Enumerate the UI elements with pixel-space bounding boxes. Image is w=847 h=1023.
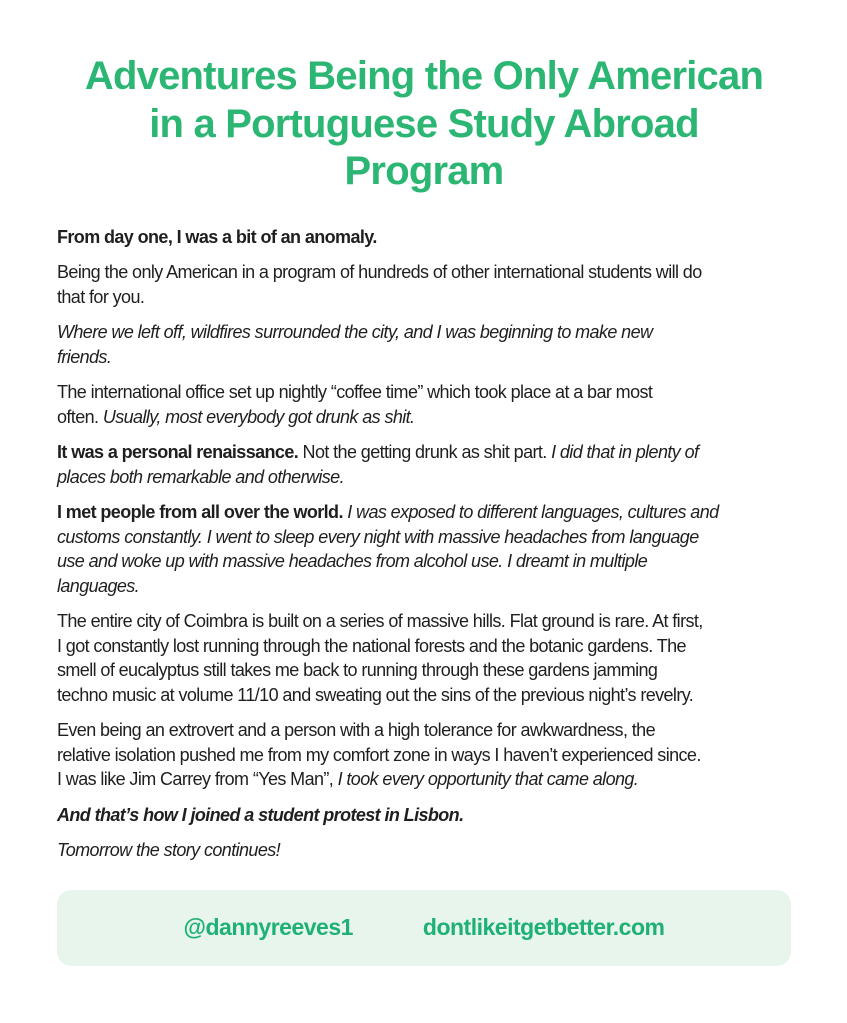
text-line bbox=[57, 260, 791, 285]
paragraph-7 bbox=[57, 609, 791, 707]
text-run: The entire city of Coimbra is built on a series of massive hills. Flat ground is rare. At first, bbox=[57, 611, 703, 631]
text-run: From day one, I was a bit of an anomaly. bbox=[57, 226, 377, 247]
social-handle: @dannyreeves1 bbox=[183, 914, 353, 940]
text-run: techno music at volume 11/10 and sweating out the sins of the previous night’s revelry. bbox=[57, 684, 694, 705]
text-run: I took every opportunity that came along. bbox=[337, 769, 639, 789]
text-line bbox=[57, 320, 791, 345]
text-run: And that’s how I joined a student protest in Lisbon. bbox=[57, 804, 464, 825]
page-title bbox=[57, 53, 791, 196]
text-run: I was exposed to different languages, cultures and bbox=[342, 502, 719, 522]
text-run: smell of eucalyptus still takes me back to running through these gardens jamming bbox=[57, 660, 658, 680]
text-line bbox=[57, 465, 791, 490]
text-run: often. bbox=[57, 406, 103, 427]
text-line bbox=[57, 525, 791, 550]
paragraph-10 bbox=[57, 838, 791, 863]
text-line bbox=[57, 803, 791, 828]
text-line bbox=[57, 549, 791, 574]
text-line bbox=[57, 743, 791, 768]
page-title-line: Adventures Being the Only American bbox=[84, 54, 764, 98]
text-line bbox=[57, 500, 791, 525]
text-line bbox=[57, 838, 791, 863]
text-run: I got constantly lost running through the national forests and the botanic gardens. The bbox=[57, 635, 686, 656]
paragraph-4 bbox=[57, 380, 791, 429]
text-run: I met people from all over the world. bbox=[57, 502, 343, 522]
text-line bbox=[57, 285, 791, 310]
paragraph-1 bbox=[57, 225, 791, 250]
website-url: dontlikeitgetbetter.com bbox=[422, 914, 665, 940]
text-line bbox=[57, 574, 791, 599]
text-run: It was a personal renaissance. bbox=[57, 442, 299, 462]
text-run: relative isolation pushed me from my comfort zone in ways I haven’t experienced since. bbox=[57, 744, 701, 765]
footer-card bbox=[57, 890, 791, 966]
text-run: Being the only American in a program of hundreds of other international students will do bbox=[57, 262, 702, 282]
text-run: use and woke up with massive headaches from alcohol use. I dreamt in multiple bbox=[57, 551, 648, 571]
text-run: that for you. bbox=[57, 286, 145, 307]
text-line bbox=[57, 440, 791, 465]
text-line bbox=[57, 225, 791, 250]
text-line bbox=[57, 345, 791, 370]
text-line bbox=[57, 658, 791, 683]
paragraph-2 bbox=[57, 260, 791, 309]
text-line bbox=[57, 405, 791, 430]
text-line bbox=[57, 683, 791, 708]
text-line bbox=[57, 634, 791, 659]
paragraph-5 bbox=[57, 440, 791, 489]
page-title-line: in a Portuguese Study Abroad bbox=[149, 101, 699, 146]
text-line bbox=[57, 718, 791, 743]
paragraph-9 bbox=[57, 803, 791, 828]
page-title-line: Program bbox=[344, 149, 504, 193]
paragraph-3 bbox=[57, 320, 791, 369]
text-run: Even being an extrovert and a person with a high tolerance for awkwardness, the bbox=[57, 720, 655, 740]
paragraph-8 bbox=[57, 718, 791, 792]
text-run: languages. bbox=[57, 575, 140, 596]
text-run: places both remarkable and otherwise. bbox=[57, 466, 344, 487]
text-run: I was like Jim Carrey from “Yes Man”, bbox=[57, 769, 338, 789]
text-run: Usually, most everybody got drunk as shit. bbox=[102, 406, 415, 427]
text-run: Not the getting drunk as shit part. bbox=[298, 442, 552, 462]
text-run: I did that in plenty of bbox=[551, 442, 699, 462]
text-run: The international office set up nightly “coffee time” which took place at a bar most bbox=[57, 382, 653, 402]
text-run: Where we left off, wildfires surrounded the city, and I was beginning to make new bbox=[57, 322, 653, 342]
text-line bbox=[57, 380, 791, 405]
text-run: Tomorrow the story continues! bbox=[57, 840, 281, 860]
text-run: customs constantly. I went to sleep every night with massive headaches from language bbox=[57, 526, 699, 547]
text-line bbox=[57, 767, 791, 792]
text-run: friends. bbox=[57, 346, 112, 367]
text-line bbox=[57, 609, 791, 634]
paragraph-6 bbox=[57, 500, 791, 598]
